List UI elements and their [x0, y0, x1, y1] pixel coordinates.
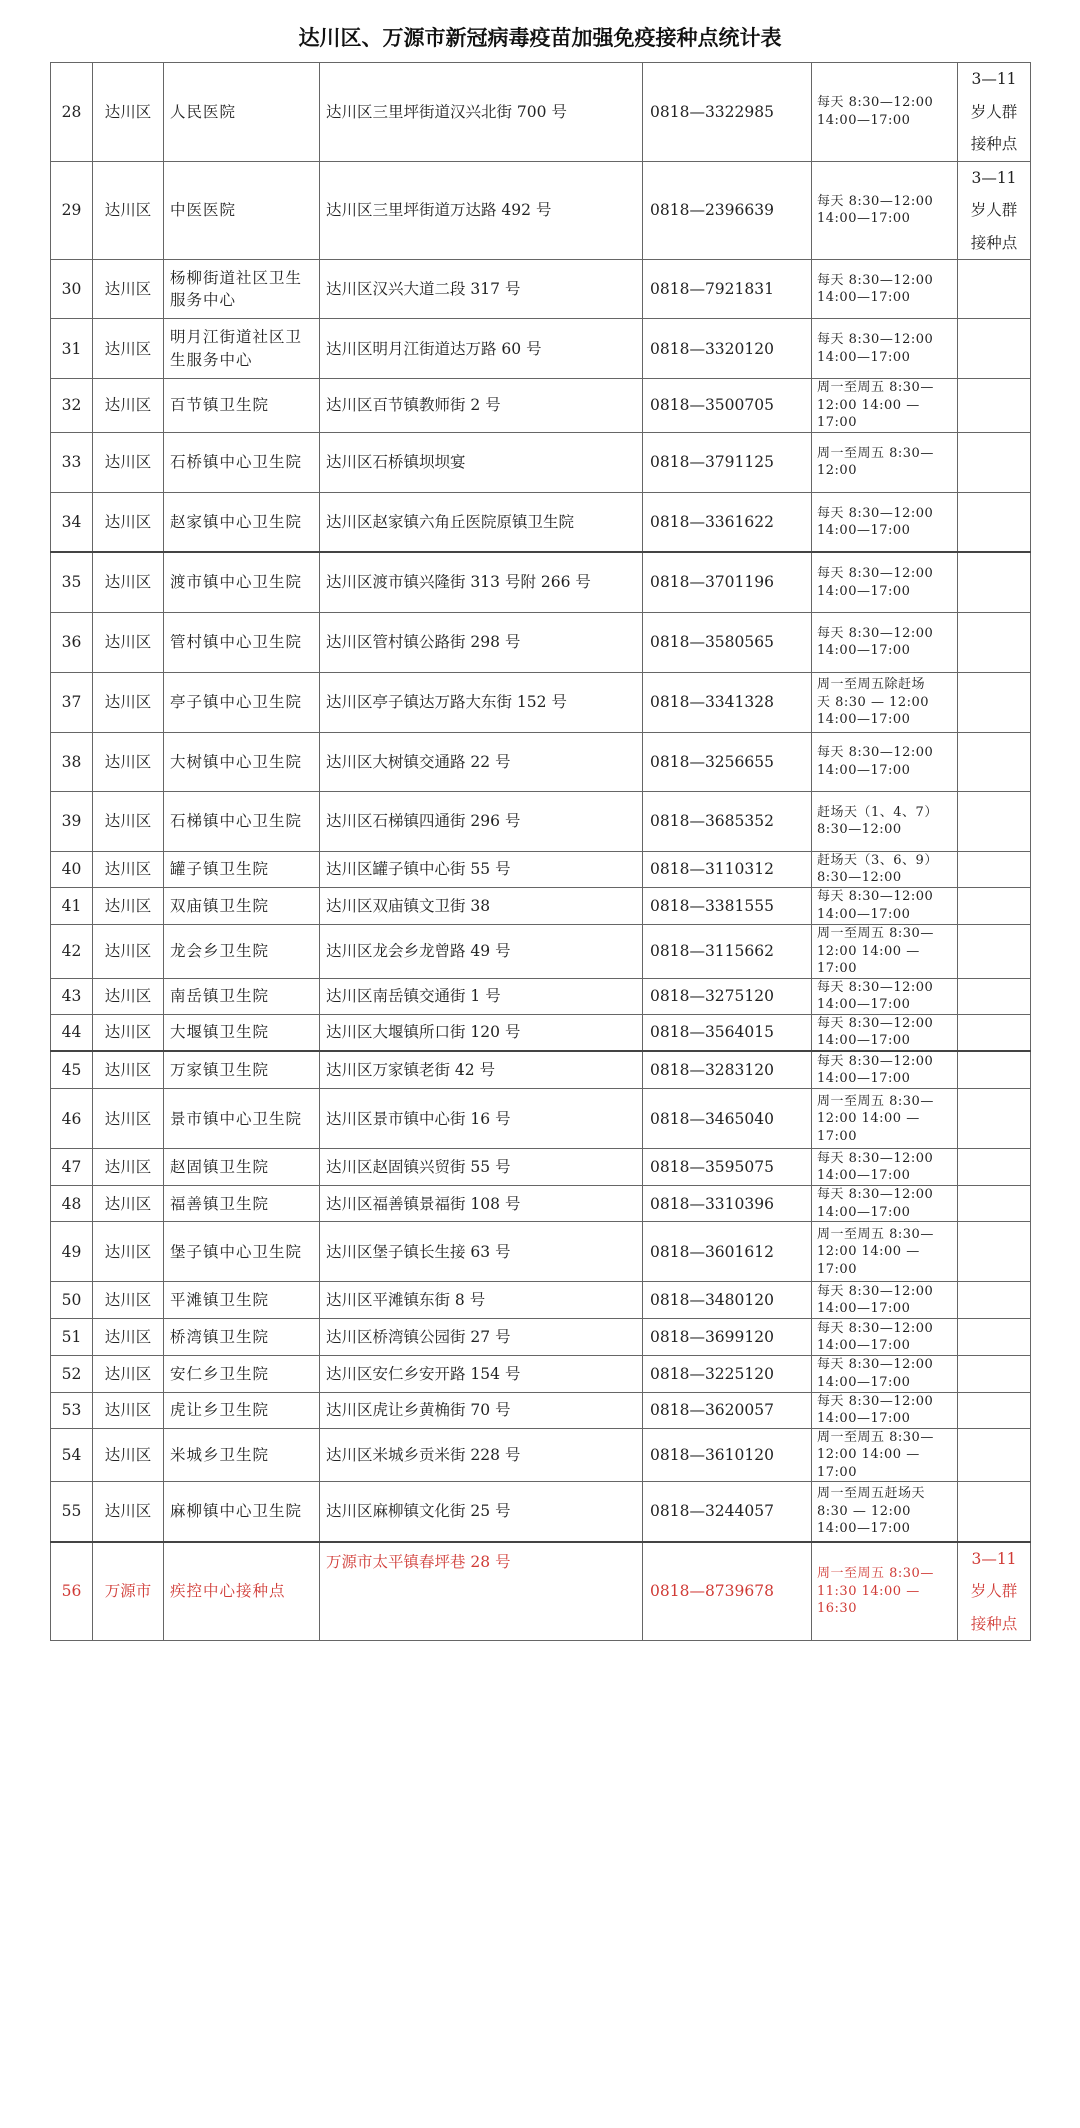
site-phone: 0818—3620057	[643, 1392, 812, 1428]
site-note	[958, 612, 1031, 672]
district-cell: 达川区	[93, 379, 164, 433]
site-note	[958, 791, 1031, 851]
row-number: 37	[51, 672, 93, 732]
service-hours: 赶场天（3、6、9） 8:30—12:00	[812, 851, 958, 887]
service-hours: 周一至周五 8:30— 12:00 14:00 — 17:00	[812, 1222, 958, 1282]
site-note	[958, 1482, 1031, 1542]
service-hours: 每天 8:30—12:00 14:00—17:00	[812, 63, 958, 162]
site-phone: 0818—3701196	[643, 552, 812, 612]
vaccination-site-table	[50, 62, 1031, 1641]
table-row	[51, 1186, 1031, 1222]
site-note	[958, 1089, 1031, 1149]
site-address: 达川区堡子镇长生接 63 号	[320, 1222, 643, 1282]
service-hours: 每天 8:30—12:00 14:00—17:00	[812, 492, 958, 552]
table-row	[51, 732, 1031, 791]
district-cell: 万源市	[93, 1542, 164, 1641]
service-hours: 每天 8:30—12:00 14:00—17:00	[812, 1356, 958, 1392]
district-cell: 达川区	[93, 1356, 164, 1392]
site-name: 南岳镇卫生院	[164, 978, 320, 1014]
site-note	[958, 552, 1031, 612]
service-hours: 每天 8:30—12:00 14:00—17:00	[812, 552, 958, 612]
row-number: 48	[51, 1186, 93, 1222]
site-phone: 0818—3381555	[643, 888, 812, 925]
site-name: 福善镇卫生院	[164, 1186, 320, 1222]
table-row	[51, 161, 1031, 260]
service-hours: 每天 8:30—12:00 14:00—17:00	[812, 1149, 958, 1186]
service-hours: 周一至周五 8:30— 12:00 14:00 — 17:00	[812, 1428, 958, 1482]
site-name: 大堰镇卫生院	[164, 1014, 320, 1051]
site-name: 中医医院	[164, 161, 320, 260]
site-address: 达川区大树镇交通路 22 号	[320, 732, 643, 791]
district-cell: 达川区	[93, 1319, 164, 1356]
district-cell: 达川区	[93, 1186, 164, 1222]
site-name: 人民医院	[164, 63, 320, 162]
district-cell: 达川区	[93, 612, 164, 672]
site-phone: 0818—3595075	[643, 1149, 812, 1186]
site-address: 达川区汉兴大道二段 317 号	[320, 260, 643, 319]
site-address: 达川区石桥镇坝坝宴	[320, 432, 643, 492]
district-cell: 达川区	[93, 672, 164, 732]
site-address: 达川区三里坪街道汉兴北街 700 号	[320, 63, 643, 162]
site-phone: 0818—3699120	[643, 1319, 812, 1356]
service-hours: 每天 8:30—12:00 14:00—17:00	[812, 1392, 958, 1428]
site-address: 达川区景市镇中心街 16 号	[320, 1089, 643, 1149]
site-phone: 0818—3685352	[643, 791, 812, 851]
site-phone: 0818—3320120	[643, 319, 812, 379]
district-cell: 达川区	[93, 319, 164, 379]
site-phone: 0818—3225120	[643, 1356, 812, 1392]
site-phone: 0818—3480120	[643, 1282, 812, 1319]
row-number: 36	[51, 612, 93, 672]
district-cell: 达川区	[93, 552, 164, 612]
row-number: 33	[51, 432, 93, 492]
site-note	[958, 1282, 1031, 1319]
site-address: 达川区赵家镇六角丘医院原镇卫生院	[320, 492, 643, 552]
site-phone: 0818—3310396	[643, 1186, 812, 1222]
row-number: 50	[51, 1282, 93, 1319]
table-row	[51, 978, 1031, 1014]
service-hours: 每天 8:30—12:00 14:00—17:00	[812, 260, 958, 319]
table-row	[51, 888, 1031, 925]
table-row	[51, 1356, 1031, 1392]
table-row	[51, 1014, 1031, 1051]
site-phone: 0818—3110312	[643, 851, 812, 887]
site-note	[958, 1428, 1031, 1482]
service-hours: 每天 8:30—12:00 14:00—17:00	[812, 732, 958, 791]
site-phone: 0818—3283120	[643, 1051, 812, 1089]
table-row	[51, 1482, 1031, 1542]
district-cell: 达川区	[93, 888, 164, 925]
district-cell: 达川区	[93, 260, 164, 319]
site-address: 达川区明月江街道达万路 60 号	[320, 319, 643, 379]
table-row	[51, 63, 1031, 162]
service-hours: 周一至周五除赶场 天 8:30 — 12:00 14:00—17:00	[812, 672, 958, 732]
service-hours: 周一至周五 8:30— 12:00 14:00 — 17:00	[812, 379, 958, 433]
site-phone: 0818—8739678	[643, 1542, 812, 1641]
site-phone: 0818—7921831	[643, 260, 812, 319]
site-name: 百节镇卫生院	[164, 379, 320, 433]
site-note	[958, 1222, 1031, 1282]
site-name: 麻柳镇中心卫生院	[164, 1482, 320, 1542]
table-row	[51, 552, 1031, 612]
district-cell: 达川区	[93, 432, 164, 492]
site-name: 疾控中心接种点	[164, 1542, 320, 1641]
site-name: 石梯镇中心卫生院	[164, 791, 320, 851]
page-title: 达川区、万源市新冠病毒疫苗加强免疫接种点统计表	[298, 26, 782, 50]
district-cell: 达川区	[93, 1014, 164, 1051]
row-number: 31	[51, 319, 93, 379]
site-address: 达川区麻柳镇文化街 25 号	[320, 1482, 643, 1542]
site-name: 双庙镇卫生院	[164, 888, 320, 925]
row-number: 32	[51, 379, 93, 433]
district-cell: 达川区	[93, 1222, 164, 1282]
table-row	[51, 432, 1031, 492]
table-row	[51, 1051, 1031, 1089]
row-number: 41	[51, 888, 93, 925]
table-row	[51, 791, 1031, 851]
site-note	[958, 319, 1031, 379]
service-hours: 每天 8:30—12:00 14:00—17:00	[812, 978, 958, 1014]
site-name: 管村镇中心卫生院	[164, 612, 320, 672]
site-name: 龙会乡卫生院	[164, 925, 320, 979]
service-hours: 每天 8:30—12:00 14:00—17:00	[812, 1186, 958, 1222]
site-note	[958, 1051, 1031, 1089]
site-note	[958, 1392, 1031, 1428]
table-row	[51, 319, 1031, 379]
site-address: 达川区赵固镇兴贸街 55 号	[320, 1149, 643, 1186]
district-cell: 达川区	[93, 1282, 164, 1319]
site-note	[958, 1319, 1031, 1356]
row-number: 49	[51, 1222, 93, 1282]
site-address: 达川区福善镇景福街 108 号	[320, 1186, 643, 1222]
service-hours: 每天 8:30—12:00 14:00—17:00	[812, 888, 958, 925]
table-row	[51, 1392, 1031, 1428]
site-address: 达川区安仁乡安开路 154 号	[320, 1356, 643, 1392]
table-row	[51, 260, 1031, 319]
site-phone: 0818—3256655	[643, 732, 812, 791]
row-number: 51	[51, 1319, 93, 1356]
site-phone: 0818—3465040	[643, 1089, 812, 1149]
site-name: 桥湾镇卫生院	[164, 1319, 320, 1356]
table-row	[51, 1428, 1031, 1482]
site-note	[958, 379, 1031, 433]
site-address: 达川区罐子镇中心街 55 号	[320, 851, 643, 887]
district-cell: 达川区	[93, 925, 164, 979]
row-number: 55	[51, 1482, 93, 1542]
site-note	[958, 260, 1031, 319]
row-number: 38	[51, 732, 93, 791]
site-address: 达川区三里坪街道万达路 492 号	[320, 161, 643, 260]
row-number: 34	[51, 492, 93, 552]
service-hours: 赶场天（1、4、7） 8:30—12:00	[812, 791, 958, 851]
row-number: 46	[51, 1089, 93, 1149]
row-number: 39	[51, 791, 93, 851]
service-hours: 每天 8:30—12:00 14:00—17:00	[812, 319, 958, 379]
district-cell: 达川区	[93, 1051, 164, 1089]
site-address: 达川区管村镇公路街 298 号	[320, 612, 643, 672]
service-hours: 每天 8:30—12:00 14:00—17:00	[812, 1319, 958, 1356]
site-phone: 0818—3791125	[643, 432, 812, 492]
site-phone: 0818—3115662	[643, 925, 812, 979]
site-address: 达川区平滩镇东街 8 号	[320, 1282, 643, 1319]
table-row	[51, 1149, 1031, 1186]
row-number: 53	[51, 1392, 93, 1428]
site-phone: 0818—3341328	[643, 672, 812, 732]
row-number: 47	[51, 1149, 93, 1186]
site-address: 达川区亭子镇达万路大东街 152 号	[320, 672, 643, 732]
site-address: 达川区石梯镇四通街 296 号	[320, 791, 643, 851]
site-address: 达川区龙会乡龙曾路 49 号	[320, 925, 643, 979]
service-hours: 周一至周五 8:30— 11:30 14:00 — 16:30	[812, 1542, 958, 1641]
site-name: 平滩镇卫生院	[164, 1282, 320, 1319]
site-name: 堡子镇中心卫生院	[164, 1222, 320, 1282]
site-phone: 0818—3322985	[643, 63, 812, 162]
site-name: 罐子镇卫生院	[164, 851, 320, 887]
table-row	[51, 379, 1031, 433]
site-note	[958, 925, 1031, 979]
site-phone: 0818—3610120	[643, 1428, 812, 1482]
site-name: 米城乡卫生院	[164, 1428, 320, 1482]
site-address: 达川区万家镇老街 42 号	[320, 1051, 643, 1089]
district-cell: 达川区	[93, 1482, 164, 1542]
site-address: 达川区桥湾镇公园街 27 号	[320, 1319, 643, 1356]
site-note: 3—11 岁人群 接种点	[958, 161, 1031, 260]
service-hours: 周一至周五 8:30— 12:00 14:00 — 17:00	[812, 925, 958, 979]
district-cell: 达川区	[93, 791, 164, 851]
table-row	[51, 925, 1031, 979]
site-note	[958, 1149, 1031, 1186]
site-address: 达川区百节镇教师街 2 号	[320, 379, 643, 433]
row-number: 35	[51, 552, 93, 612]
site-name: 安仁乡卫生院	[164, 1356, 320, 1392]
row-number: 56	[51, 1542, 93, 1641]
site-phone: 0818—3564015	[643, 1014, 812, 1051]
service-hours: 每天 8:30—12:00 14:00—17:00	[812, 1282, 958, 1319]
site-address: 万源市太平镇春坪巷 28 号	[320, 1542, 643, 1641]
site-phone: 0818—3601612	[643, 1222, 812, 1282]
site-name: 石桥镇中心卫生院	[164, 432, 320, 492]
site-name: 渡市镇中心卫生院	[164, 552, 320, 612]
service-hours: 周一至周五 8:30— 12:00	[812, 432, 958, 492]
row-number: 45	[51, 1051, 93, 1089]
site-note: 3—11 岁人群 接种点	[958, 1542, 1031, 1641]
site-note	[958, 1356, 1031, 1392]
site-note	[958, 888, 1031, 925]
table-row	[51, 1319, 1031, 1356]
service-hours: 周一至周五赶场天 8:30 — 12:00 14:00—17:00	[812, 1482, 958, 1542]
service-hours: 周一至周五 8:30— 12:00 14:00 — 17:00	[812, 1089, 958, 1149]
site-name: 杨柳街道社区卫生服务中心	[164, 260, 320, 319]
district-cell: 达川区	[93, 63, 164, 162]
district-cell: 达川区	[93, 732, 164, 791]
table-row	[51, 1282, 1031, 1319]
row-number: 28	[51, 63, 93, 162]
row-number: 42	[51, 925, 93, 979]
site-address: 达川区米城乡贡米街 228 号	[320, 1428, 643, 1482]
table-row	[51, 1089, 1031, 1149]
service-hours: 每天 8:30—12:00 14:00—17:00	[812, 1014, 958, 1051]
row-number: 54	[51, 1428, 93, 1482]
district-cell: 达川区	[93, 1428, 164, 1482]
site-phone: 0818—3580565	[643, 612, 812, 672]
site-phone: 0818—3500705	[643, 379, 812, 433]
site-address: 达川区渡市镇兴隆街 313 号附 266 号	[320, 552, 643, 612]
site-name: 万家镇卫生院	[164, 1051, 320, 1089]
service-hours: 每天 8:30—12:00 14:00—17:00	[812, 1051, 958, 1089]
site-name: 赵固镇卫生院	[164, 1149, 320, 1186]
site-name: 虎让乡卫生院	[164, 1392, 320, 1428]
service-hours: 每天 8:30—12:00 14:00—17:00	[812, 612, 958, 672]
district-cell: 达川区	[93, 978, 164, 1014]
table-row	[51, 672, 1031, 732]
site-name: 景市镇中心卫生院	[164, 1089, 320, 1149]
site-name: 亭子镇中心卫生院	[164, 672, 320, 732]
site-address: 达川区南岳镇交通街 1 号	[320, 978, 643, 1014]
row-number: 29	[51, 161, 93, 260]
district-cell: 达川区	[93, 492, 164, 552]
site-name: 明月江街道社区卫生服务中心	[164, 319, 320, 379]
district-cell: 达川区	[93, 1149, 164, 1186]
site-phone: 0818—3244057	[643, 1482, 812, 1542]
row-number: 30	[51, 260, 93, 319]
site-name: 大树镇中心卫生院	[164, 732, 320, 791]
site-phone: 0818—3275120	[643, 978, 812, 1014]
site-note	[958, 1014, 1031, 1051]
site-note	[958, 732, 1031, 791]
table-row	[51, 1222, 1031, 1282]
site-note	[958, 432, 1031, 492]
row-number: 44	[51, 1014, 93, 1051]
row-number: 43	[51, 978, 93, 1014]
service-hours: 每天 8:30—12:00 14:00—17:00	[812, 161, 958, 260]
site-name: 赵家镇中心卫生院	[164, 492, 320, 552]
site-address: 达川区双庙镇文卫街 38	[320, 888, 643, 925]
site-note: 3—11 岁人群 接种点	[958, 63, 1031, 162]
site-phone: 0818—2396639	[643, 161, 812, 260]
district-cell: 达川区	[93, 1089, 164, 1149]
site-address: 达川区虎让乡黄桷街 70 号	[320, 1392, 643, 1428]
table-row	[51, 492, 1031, 552]
site-note	[958, 1186, 1031, 1222]
table-row	[51, 1542, 1031, 1641]
district-cell: 达川区	[93, 161, 164, 260]
row-number: 52	[51, 1356, 93, 1392]
site-address: 达川区大堰镇所口街 120 号	[320, 1014, 643, 1051]
site-note	[958, 672, 1031, 732]
table-row	[51, 851, 1031, 887]
row-number: 40	[51, 851, 93, 887]
district-cell: 达川区	[93, 851, 164, 887]
site-note	[958, 492, 1031, 552]
site-phone: 0818—3361622	[643, 492, 812, 552]
site-note	[958, 851, 1031, 887]
table-row	[51, 612, 1031, 672]
site-note	[958, 978, 1031, 1014]
district-cell: 达川区	[93, 1392, 164, 1428]
